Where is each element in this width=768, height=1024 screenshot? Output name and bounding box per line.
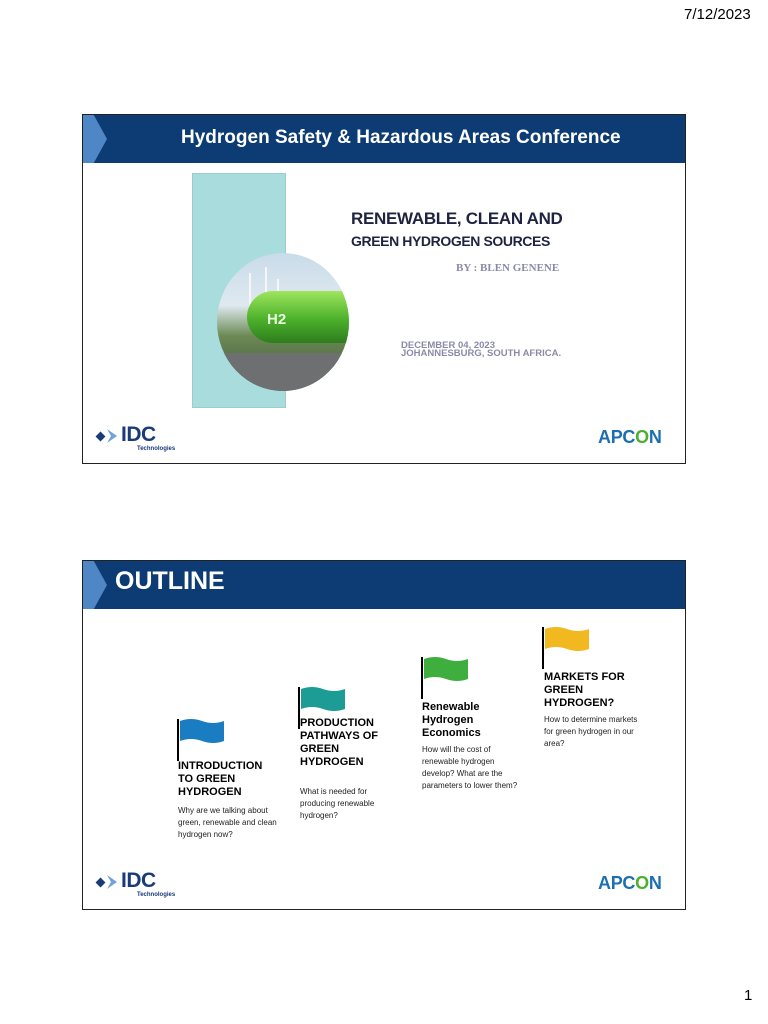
hydrogen-tank-image bbox=[217, 253, 349, 391]
idc-logo-subtext: Technologies bbox=[137, 446, 176, 452]
apcon-logo-o: O bbox=[635, 873, 649, 893]
print-date: 7/12/2023 bbox=[684, 6, 751, 23]
apcon-logo-text: APC bbox=[598, 427, 636, 447]
arrow-icon bbox=[107, 429, 117, 443]
road bbox=[217, 353, 349, 391]
flag-title: MARKETS FOR GREEN HYDROGEN? bbox=[544, 671, 625, 709]
apcon-logo bbox=[598, 873, 662, 894]
flag-pole bbox=[542, 627, 544, 669]
hydrogen-tank bbox=[247, 291, 349, 343]
conference-title: Hydrogen Safety & Hazardous Areas Conference bbox=[181, 127, 621, 148]
page-number: 1 bbox=[744, 987, 753, 1004]
arrow-icon bbox=[107, 875, 117, 889]
event-date: DECEMBER 04, 2023 bbox=[401, 340, 495, 351]
idc-logo bbox=[97, 869, 177, 903]
idc-logo-text: IDC bbox=[121, 869, 156, 892]
event-location: JOHANNESBURG, SOUTH AFRICA. bbox=[401, 348, 562, 359]
flag-pole bbox=[421, 657, 423, 699]
apcon-logo-text-end: N bbox=[648, 873, 662, 893]
slide-title bbox=[82, 114, 686, 464]
diamond-icon bbox=[96, 432, 106, 442]
flag-pole bbox=[177, 719, 179, 761]
flag-icon bbox=[180, 719, 224, 743]
flag-title: INTRODUCTION TO GREEN HYDROGEN bbox=[178, 760, 263, 798]
flag-icon bbox=[424, 657, 468, 681]
apcon-logo-o: O bbox=[635, 427, 649, 447]
slide-banner bbox=[83, 115, 685, 163]
idc-logo bbox=[97, 423, 177, 457]
flag-description: What is needed for producing renewable hydrogen? bbox=[300, 787, 375, 820]
flag-icon bbox=[301, 687, 345, 711]
presentation-title-line2: GREEN HYDROGEN SOURCES bbox=[351, 233, 550, 249]
idc-logo-text: IDC bbox=[121, 423, 156, 446]
outline-title: OUTLINE bbox=[115, 567, 225, 595]
h2-label: H2 bbox=[267, 311, 287, 328]
flag-description: How to determine markets for green hydrogen in our area? bbox=[544, 715, 638, 748]
chevron-icon bbox=[83, 115, 107, 163]
idc-logo-subtext: Technologies bbox=[137, 892, 176, 898]
flag-icon bbox=[545, 627, 589, 651]
apcon-logo-text: APC bbox=[598, 873, 636, 893]
presentation-title-line1: RENEWABLE, CLEAN AND bbox=[351, 209, 563, 228]
flag-description: How will the cost of renewable hydrogen develop? What are the parameters to lower them? bbox=[422, 745, 518, 790]
chevron-icon bbox=[83, 561, 107, 609]
diamond-icon bbox=[96, 878, 106, 888]
flag-title: Renewable Hydrogen Economics bbox=[422, 701, 481, 739]
flag-description: Why are we talking about green, renewable and clean hydrogen now? bbox=[178, 806, 277, 839]
author-byline: BY : BLEN GENENE bbox=[456, 262, 560, 274]
apcon-logo bbox=[598, 427, 662, 448]
slide-outline bbox=[82, 560, 686, 910]
slide-banner bbox=[83, 561, 685, 609]
apcon-logo-text-end: N bbox=[648, 427, 662, 447]
flag-title: PRODUCTION PATHWAYS OF GREEN HYDROGEN bbox=[300, 717, 379, 768]
